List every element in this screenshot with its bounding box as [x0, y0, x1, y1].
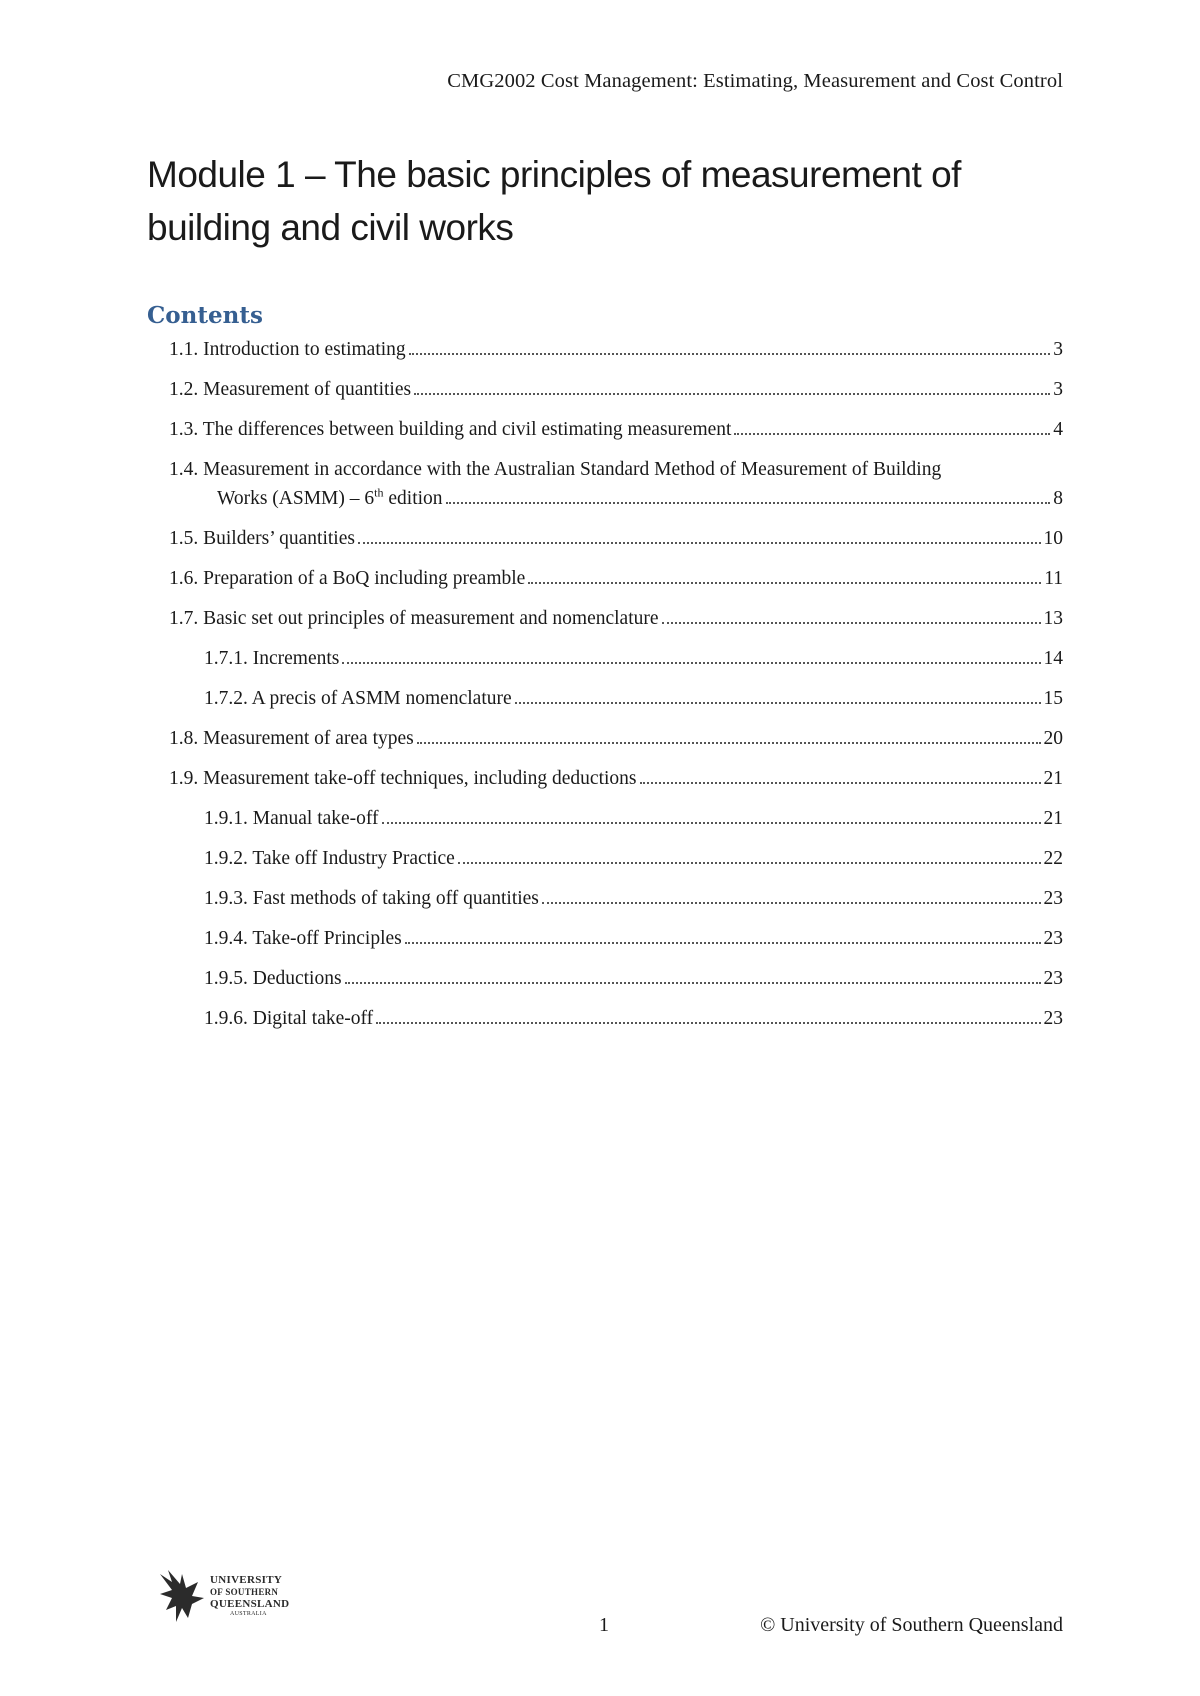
toc-entry-1-9-1[interactable] [169, 807, 1063, 831]
toc-entry-1-4[interactable] [169, 458, 1063, 511]
toc-entry-1-7[interactable] [169, 607, 1063, 631]
toc-entry-1-5[interactable] [169, 527, 1063, 551]
toc-entry-label: 1.2. Measurement of quantities [169, 379, 412, 400]
toc-entry-label: 1.3. The differences between building and civil estimating measurement [169, 419, 732, 440]
toc-entry-label: 1.7. Basic set out principles of measurement and nomenclature [169, 608, 659, 629]
toc-entry-label: 1.9.2. Take off Industry Practice [204, 848, 455, 869]
dot-leader [458, 862, 1041, 864]
toc-entry-1-6[interactable] [169, 567, 1063, 591]
toc-entry-label: 1.7.2. A precis of ASMM nomenclature [204, 688, 512, 709]
dot-leader [382, 822, 1041, 824]
page-title: Module 1 – The basic principles of measurement of building and civil works [147, 154, 961, 248]
toc-entry-label: 1.8. Measurement of area types [169, 728, 414, 749]
table-of-contents [169, 338, 1063, 1047]
toc-entry-label: 1.9.5. Deductions [204, 968, 342, 989]
toc-entry-1-9-3[interactable] [169, 887, 1063, 911]
superscript: th [374, 485, 384, 500]
toc-entry-page: 23 [1043, 928, 1063, 949]
logo-wordmark: UNIVERSITY OF SOUTHERN QUEENSLAND AUSTRALIA [210, 1574, 290, 1617]
dot-leader [414, 393, 1050, 395]
dot-leader [417, 742, 1041, 744]
toc-entry-page: 11 [1044, 568, 1063, 589]
toc-entry-label: 1.5. Builders’ quantities [169, 528, 355, 549]
toc-entry-page: 15 [1043, 688, 1063, 709]
toc-entry-label: 1.9.1. Manual take-off [204, 808, 379, 829]
dot-leader [734, 433, 1050, 435]
dot-leader [358, 542, 1041, 544]
dot-leader [376, 1022, 1040, 1024]
toc-entry-1-9-4[interactable] [169, 927, 1063, 951]
toc-entry-label: 1.9.6. Digital take-off [204, 1008, 374, 1029]
phoenix-icon [158, 1568, 208, 1624]
running-header: CMG2002 Cost Management: Estimating, Measurement and Cost Control [447, 70, 1063, 92]
dot-leader [345, 982, 1041, 984]
dot-leader [446, 502, 1051, 504]
toc-entry-label: 1.1. Introduction to estimating [169, 339, 406, 360]
toc-entry-1-9-5[interactable] [169, 967, 1063, 991]
dot-leader [542, 902, 1041, 904]
toc-entry-page: 10 [1043, 528, 1063, 549]
dot-leader [515, 702, 1041, 704]
toc-entry-1-1[interactable] [169, 338, 1063, 362]
toc-entry-1-9[interactable] [169, 767, 1063, 791]
dot-leader [528, 582, 1041, 584]
dot-leader [405, 942, 1041, 944]
toc-entry-label: 1.9.3. Fast methods of taking off quantities [204, 888, 539, 909]
toc-entry-label: 1.9.4. Take-off Principles [204, 928, 402, 949]
toc-entry-page: 21 [1043, 808, 1063, 829]
copyright-notice: © University of Southern Queensland [760, 1614, 1063, 1636]
toc-entry-page: 14 [1043, 648, 1063, 669]
toc-entry-page: 20 [1043, 728, 1063, 749]
toc-entry-label: 1.7.1. Increments [204, 648, 340, 669]
toc-heading: Contents [147, 302, 263, 329]
toc-entry-page: 23 [1043, 968, 1063, 989]
toc-entry-page: 8 [1053, 488, 1063, 509]
toc-entry-1-9-2[interactable] [169, 847, 1063, 871]
dot-leader [640, 782, 1041, 784]
dot-leader [409, 353, 1051, 355]
toc-entry-1-7-1[interactable] [169, 647, 1063, 671]
dot-leader [662, 622, 1041, 624]
toc-entry-page: 13 [1043, 608, 1063, 629]
toc-entry-1-2[interactable] [169, 378, 1063, 402]
toc-entry-label: 1.9. Measurement take-off techniques, including deductions [169, 768, 637, 789]
toc-entry-label-continuation [169, 487, 1063, 511]
dot-leader [342, 662, 1040, 664]
toc-entry-page: 4 [1053, 419, 1063, 440]
toc-entry-page: 23 [1043, 888, 1063, 909]
toc-entry-1-3[interactable] [169, 418, 1063, 442]
toc-entry-page: 22 [1043, 848, 1063, 869]
toc-entry-1-9-6[interactable] [169, 1007, 1063, 1031]
toc-entry-label: 1.4. Measurement in accordance with the Australian Standard Method of Measurement of Building [169, 459, 942, 480]
toc-entry-page: 3 [1053, 339, 1063, 360]
toc-entry-label: 1.6. Preparation of a BoQ including preamble [169, 568, 526, 589]
page-number: 1 [599, 1614, 609, 1636]
toc-entry-1-7-2[interactable] [169, 687, 1063, 711]
university-logo [158, 1568, 293, 1626]
toc-entry-label-part: Works (ASMM) – 6th edition [217, 485, 443, 509]
toc-entry-page: 23 [1043, 1008, 1063, 1029]
toc-entry-page: 21 [1043, 768, 1063, 789]
toc-entry-1-8[interactable] [169, 727, 1063, 751]
toc-entry-page: 3 [1053, 379, 1063, 400]
